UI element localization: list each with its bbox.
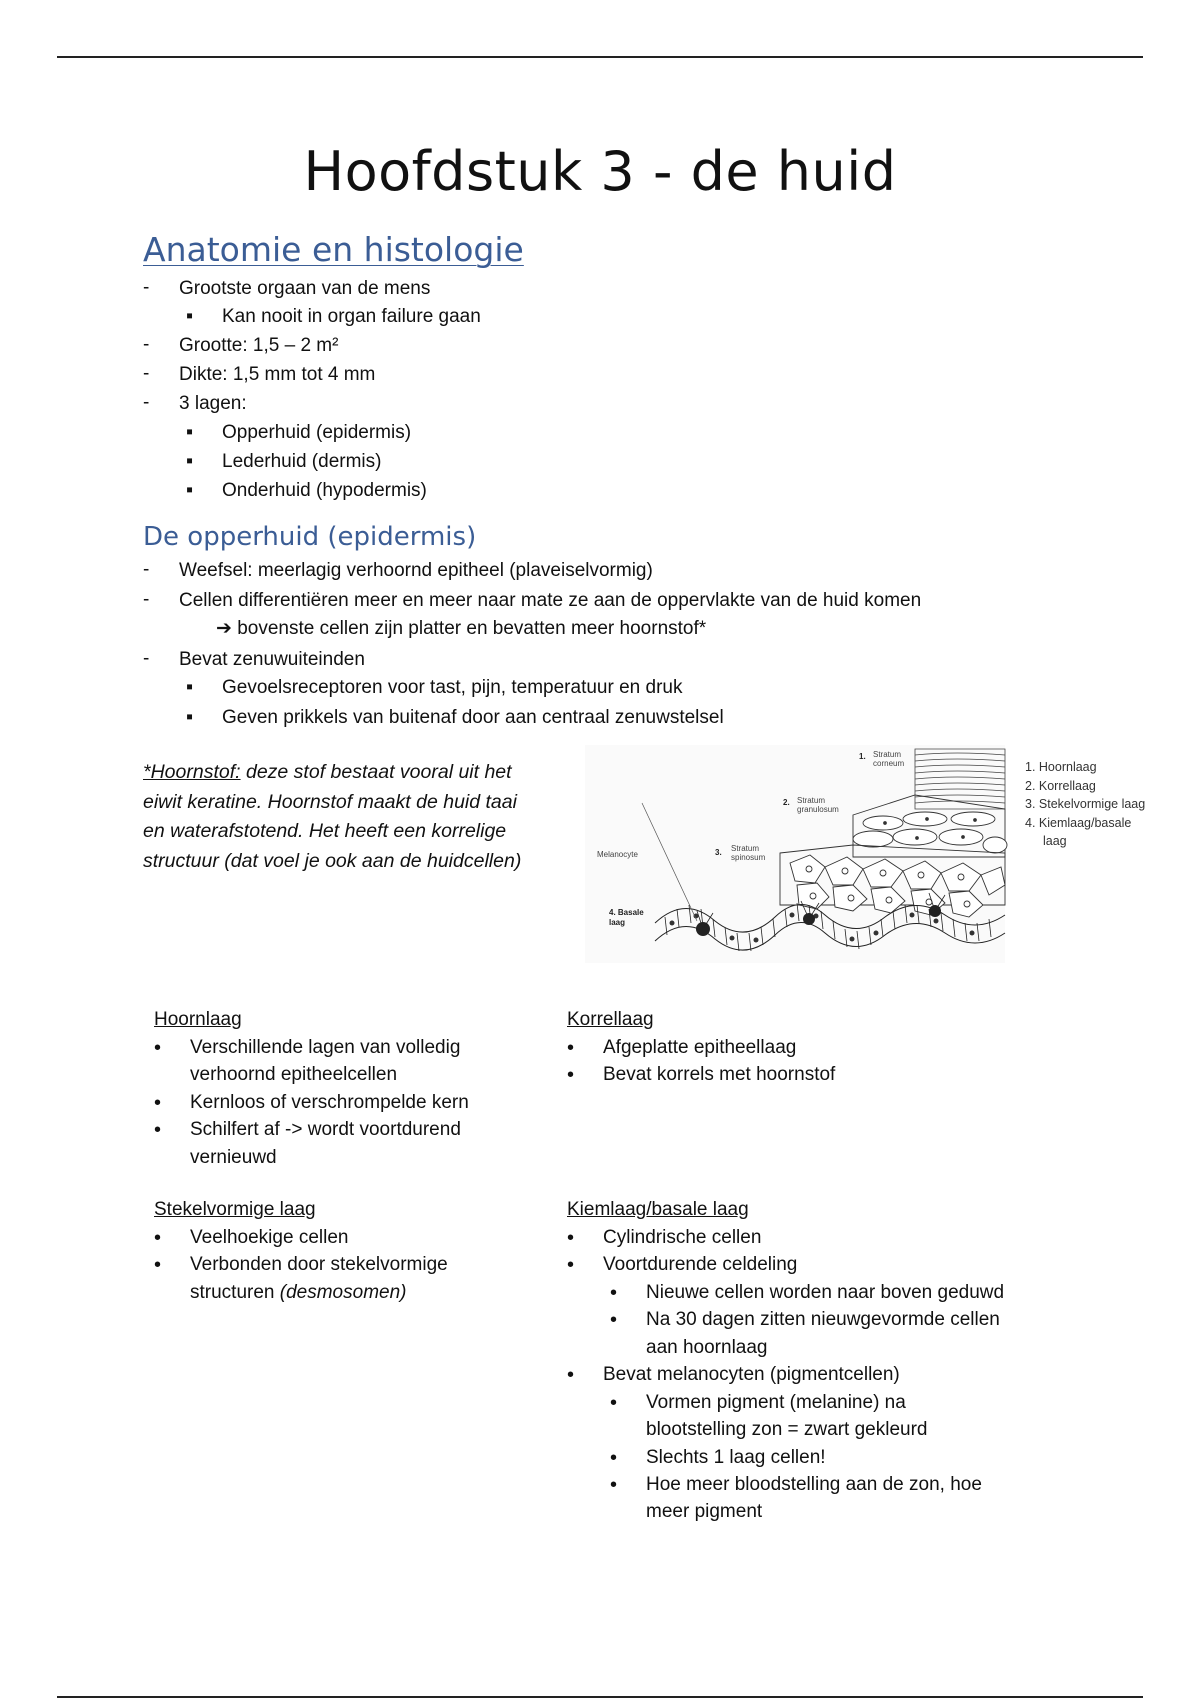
list-item: Opperhuid (epidermis) xyxy=(222,422,412,443)
square-bullet: ▪ xyxy=(186,706,194,728)
label-granulosum-2: granulosum xyxy=(797,805,839,814)
legend-item: 1. Hoornlaag xyxy=(1025,760,1097,774)
top-rule xyxy=(57,56,1143,58)
note-line: eiwit keratine. Hoornstof maakt de huid taai xyxy=(143,790,517,813)
bullet: • xyxy=(610,1309,618,1331)
bullet: • xyxy=(567,1254,575,1276)
bullet: • xyxy=(154,1227,162,1249)
label-melanocyte: Melanocyte xyxy=(597,850,638,859)
label-spinosum-2: spinosum xyxy=(731,853,766,862)
arrow-item: ➔ bovenste cellen zijn platter en bevatten meer hoornstof* xyxy=(216,618,707,639)
label-granulosum-1: Stratum xyxy=(797,796,826,805)
bullet: • xyxy=(610,1474,618,1496)
square-bullet: ▪ xyxy=(186,479,194,501)
section-heading-anatomie: Anatomie en histologie xyxy=(143,230,524,269)
section-heading-opperhuid: De opperhuid (epidermis) xyxy=(143,522,477,552)
note-line: structuur (dat voel je ook aan de huidcellen) xyxy=(143,849,522,872)
layer-item: verhoornd epitheelcellen xyxy=(190,1064,398,1085)
hoornlaag-title: Hoornlaag xyxy=(154,1009,242,1030)
label-corneum-1: Stratum xyxy=(873,750,902,759)
label-spinosum-1: Stratum xyxy=(731,844,760,853)
bullet: • xyxy=(610,1282,618,1304)
kiem-title: Kiemlaag/basale laag xyxy=(567,1199,749,1220)
dash-marker: - xyxy=(143,648,150,669)
layer-item: Voortdurende celdeling xyxy=(603,1254,798,1275)
layer-item: Schilfert af -> wordt voortdurend xyxy=(190,1119,461,1140)
square-bullet: ▪ xyxy=(186,421,194,443)
layer-item: Bevat korrels met hoornstof xyxy=(603,1064,836,1085)
legend-item: 2. Korrellaag xyxy=(1025,778,1096,793)
layer-item: Veelhoekige cellen xyxy=(190,1227,349,1248)
layer-item: vernieuwd xyxy=(190,1147,277,1168)
bullet: • xyxy=(154,1092,162,1114)
dash-marker: - xyxy=(143,334,150,355)
legend-item: laag xyxy=(1043,834,1067,848)
list-item: Kan nooit in organ failure gaan xyxy=(222,306,481,327)
layer-item: aan hoornlaag xyxy=(646,1337,768,1358)
dash-marker: - xyxy=(143,559,150,580)
bullet: • xyxy=(154,1037,162,1059)
label-num-3: 3. xyxy=(715,848,722,857)
bullet: • xyxy=(567,1064,575,1086)
note-line: deze stof bestaat vooral uit het xyxy=(240,761,512,783)
layer-item xyxy=(190,1281,406,1305)
bullet: • xyxy=(567,1364,575,1386)
layer-item: Kernloos of verschrompelde kern xyxy=(190,1092,469,1113)
layer-item: Bevat melanocyten (pigmentcellen) xyxy=(603,1364,900,1385)
square-bullet: ▪ xyxy=(186,450,194,472)
list-item: Weefsel: meerlagig verhoornd epitheel (plaveiselvormig) xyxy=(179,560,653,581)
page-title: Hoofdstuk 3 - de huid xyxy=(303,140,897,203)
bottom-rule xyxy=(57,1696,1143,1698)
desmosomen-text: (desmosomen) xyxy=(279,1282,407,1303)
list-item: Dikte: 1,5 mm tot 4 mm xyxy=(179,364,376,385)
label-num-2: 2. xyxy=(783,798,790,807)
legend-item: 3. Stekelvormige laag xyxy=(1025,797,1146,811)
label-basale-2: laag xyxy=(609,918,626,927)
bullet: • xyxy=(154,1119,162,1141)
layer-item: blootstelling zon = zwart gekleurd xyxy=(646,1419,928,1440)
layer-item: Verbonden door stekelvormige xyxy=(190,1254,448,1275)
stekel-title: Stekelvormige laag xyxy=(154,1199,316,1220)
layer-item: Slechts 1 laag cellen! xyxy=(646,1447,826,1468)
layer-item: meer pigment xyxy=(646,1501,763,1522)
bullet: • xyxy=(567,1037,575,1059)
layer-item: Nieuwe cellen worden naar boven geduwd xyxy=(646,1282,1005,1303)
list-item: Bevat zenuwuiteinden xyxy=(179,649,365,670)
dash-marker: - xyxy=(143,277,150,298)
label-basale-1: 4. Basale xyxy=(609,908,644,917)
square-bullet: ▪ xyxy=(186,676,194,698)
bullet: • xyxy=(154,1254,162,1276)
layer-item: Vormen pigment (melanine) na xyxy=(646,1392,906,1413)
structuren-text: structuren xyxy=(190,1282,275,1303)
note-line: en waterafstotend. Het heeft een korrelige xyxy=(143,820,507,842)
diagram-legend xyxy=(1025,758,1145,851)
square-bullet: ▪ xyxy=(186,305,194,327)
label-corneum-2: corneum xyxy=(873,759,905,768)
layer-item: Cylindrische cellen xyxy=(603,1227,762,1248)
dash-marker: - xyxy=(143,392,150,413)
list-item: Cellen differentiëren meer en meer naar mate ze aan de oppervlakte van de huid komen xyxy=(179,590,922,611)
label-num-1: 1. xyxy=(859,752,866,761)
list-item: Lederhuid (dermis) xyxy=(222,451,382,472)
list-item: Gevoelsreceptoren voor tast, pijn, temperatuur en druk xyxy=(222,677,683,698)
list-item: Geven prikkels van buitenaf door aan centraal zenuwstelsel xyxy=(222,707,724,728)
legend-item: 4. Kiemlaag/basale xyxy=(1025,815,1132,830)
bullet: • xyxy=(610,1392,618,1414)
note-term: *Hoornstof: xyxy=(143,761,241,783)
layer-item: Afgeplatte epitheellaag xyxy=(603,1037,797,1058)
layer-item: Hoe meer bloodstelling aan de zon, hoe xyxy=(646,1474,982,1495)
layer-item: Verschillende lagen van volledig xyxy=(190,1037,461,1058)
list-item: Onderhuid (hypodermis) xyxy=(222,480,427,501)
list-item: 3 lagen: xyxy=(179,393,247,414)
hoornstof-note xyxy=(143,758,563,876)
bullet: • xyxy=(567,1227,575,1249)
layer-item: Na 30 dagen zitten nieuwgevormde cellen xyxy=(646,1309,1000,1330)
dash-marker: - xyxy=(143,363,150,384)
list-item: Grootte: 1,5 – 2 m² xyxy=(179,335,339,356)
korrellaag-title: Korrellaag xyxy=(567,1009,654,1030)
list-item: Grootste orgaan van de mens xyxy=(179,278,431,299)
bullet: • xyxy=(610,1447,618,1469)
dash-marker: - xyxy=(143,589,150,610)
